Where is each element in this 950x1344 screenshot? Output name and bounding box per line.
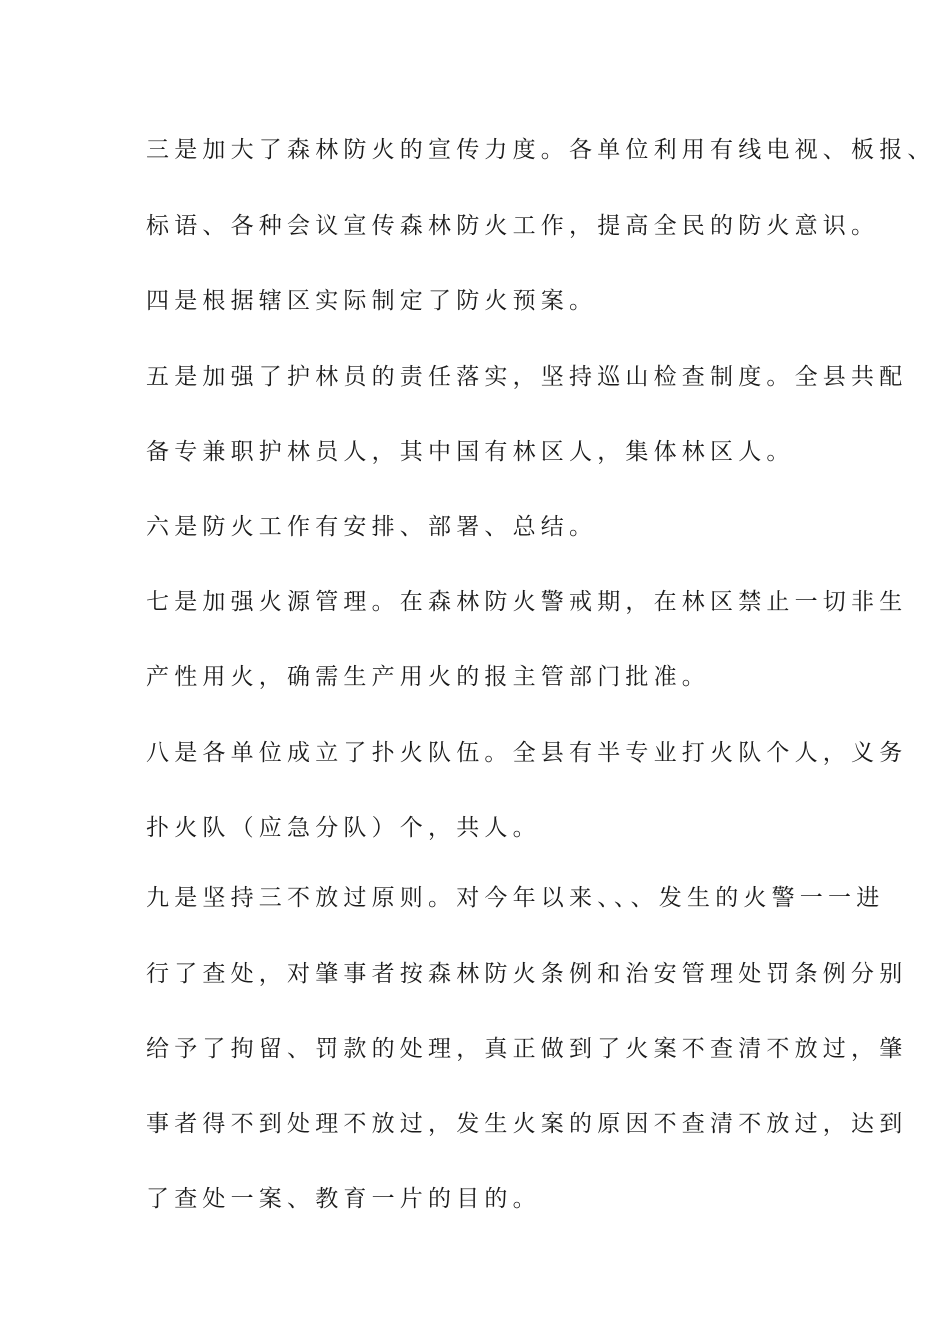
text-line: 九是坚持三不放过原则。对今年以来、、、发生的火警一一进 (146, 885, 885, 911)
text-line: 六是防火工作有安排、部署、总结。 (146, 514, 598, 540)
text-line: 了查处一案、教育一片的目的。 (146, 1186, 541, 1212)
text-line: 产性用火，确需生产用火的报主管部门批准。 (146, 664, 710, 690)
text-line: 八是各单位成立了扑火队伍。全县有半专业打火队个人，义务 (146, 740, 908, 766)
text-line: 给予了拘留、罚款的处理，真正做到了火案不查清不放过，肇 (146, 1036, 908, 1062)
text-line: 事者得不到处理不放过，发生火案的原因不查清不放过，达到 (146, 1111, 908, 1137)
text-line: 备专兼职护林员人，其中国有林区人，集体林区人。 (146, 439, 795, 465)
text-line: 五是加强了护林员的责任落实，坚持巡山检查制度。全县共配 (146, 364, 908, 390)
text-line: 标语、各种会议宣传森林防火工作，提高全民的防火意识。 (146, 213, 880, 239)
text-line: 四是根据辖区实际制定了防火预案。 (146, 288, 598, 314)
text-line: 七是加强火源管理。在森林防火警戒期，在林区禁止一切非生 (146, 589, 908, 615)
text-line: 行了查处，对肇事者按森林防火条例和治安管理处罚条例分别 (146, 961, 908, 987)
text-line: 扑火队（应急分队）个，共人。 (146, 815, 541, 841)
text-line: 三是加大了森林防火的宣传力度。各单位利用有线电视、板报、 (146, 137, 936, 163)
